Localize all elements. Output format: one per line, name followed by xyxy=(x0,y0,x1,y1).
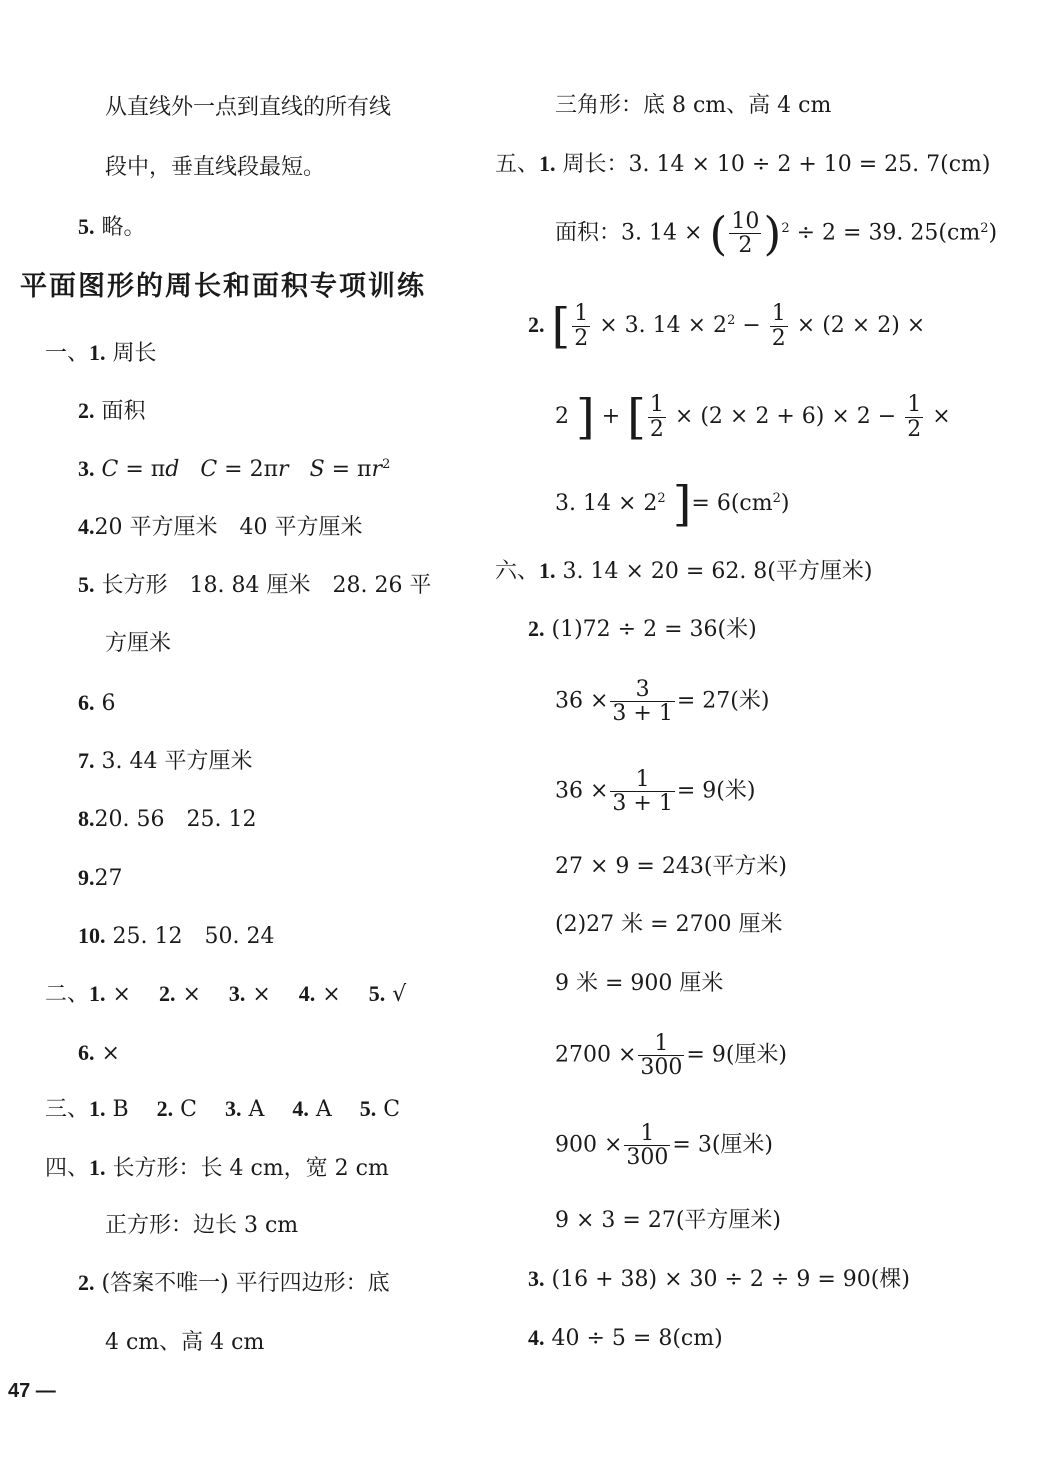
section-6-item-2-step: 2700 × $\frac{1}{300}$ = 9(厘米) xyxy=(555,1031,788,1081)
section-5-item-2-line-2: 2 ] + [ $\frac{1}{2}$ × (2 × 2 + 6) × 2 − $\frac{1}{2}$ × xyxy=(555,389,951,445)
section-5-item-1: 五、1. 周长：3. 14 × 10 ÷ 2 + 10 = 25. 7(cm) xyxy=(495,151,991,177)
section-6-item-1: 六、1. 3. 14 × 20 = 62. 8(平方厘米) xyxy=(495,558,873,584)
section-6-item-2-step: 9 × 3 = 27(平方厘米) xyxy=(555,1208,781,1233)
section-1-item-9: 9.27 xyxy=(78,865,123,891)
section-6-item-2-step: 36 × $\frac{3}{3 + 1}$ = 27(米) xyxy=(555,677,770,727)
section-4-item-2-cont: 4 cm、高 4 cm xyxy=(105,1330,265,1355)
section-1-item-10: 10. 25. 12 50. 24 xyxy=(78,923,275,949)
section-2-item-6: 6. × xyxy=(78,1040,120,1066)
section-6-item-3: 3. (16 + 38) × 30 ÷ 2 ÷ 9 = 90(棵) xyxy=(528,1266,910,1292)
fraction: $\frac{3}{3 + 1}$ xyxy=(612,677,673,727)
section-4-item-1-cont: 正方形：边长 3 cm xyxy=(105,1213,299,1238)
section-1-item-7: 7. 3. 44 平方厘米 xyxy=(78,748,253,774)
section-6-item-2: 2. (1)72 ÷ 2 = 36(米) xyxy=(528,616,757,642)
page-number: 47 — xyxy=(8,1380,56,1402)
section-6-item-2-step: 900 × $\frac{1}{300}$ = 3(厘米) xyxy=(555,1121,774,1171)
answer-text-line: 从直线外一点到直线的所有线 xyxy=(105,95,392,120)
section-6-item-2-step: 9 米 = 900 厘米 xyxy=(555,971,724,996)
section-6-item-2-step: 36 × $\frac{1}{3 + 1}$ = 9(米) xyxy=(555,767,756,817)
section-1-item-5-cont: 方厘米 xyxy=(105,631,172,656)
section-1-item-8: 8.20. 56 25. 12 xyxy=(78,806,257,832)
section-6-item-4: 4. 40 ÷ 5 = 8(cm) xyxy=(528,1325,723,1351)
fraction: $\frac{1}{2}$ xyxy=(907,392,922,442)
fraction: $\frac{1}{3 + 1}$ xyxy=(612,767,673,817)
answer-text-line: 段中，垂直线段最短。 xyxy=(105,155,326,180)
section-6-item-2-step: (2)27 米 = 2700 厘米 xyxy=(555,912,783,937)
section-1-item-2: 2. 面积 xyxy=(78,398,146,424)
section-6-item-2-step: 27 × 9 = 243(平方米) xyxy=(555,854,787,879)
section-heading: 平面图形的周长和面积专项训练 xyxy=(20,271,426,302)
fraction: $\frac{10}{2}$ xyxy=(731,209,760,259)
section-5-item-2-line-1: 2. [ $\frac{1}{2}$ × 3. $14 \times 2^2$ − $\frac{1}{2}$ × (2 × 2) × xyxy=(528,298,926,354)
section-1-item-4: 4.20 平方厘米 40 平方厘米 xyxy=(78,514,363,540)
fraction: $\frac{1}{300}$ xyxy=(640,1031,683,1081)
section-2-answers: 二、1. × 2. × 3. × 4. × 5. √ xyxy=(45,981,407,1007)
section-4-item-1: 四、1. 长方形：长 4 cm，宽 2 cm xyxy=(45,1155,389,1181)
section-1-item-3: 3. C = πd C = 2πr $S = \pi r^2$ xyxy=(78,456,391,482)
section-4-item-2: 2. (答案不唯一) 平行四边形：底 xyxy=(78,1270,390,1296)
section-3-answers: 三、1. B 2. C 3. A 4. A 5. C xyxy=(45,1096,401,1122)
answer-item-5: 5. 略。 xyxy=(78,214,146,240)
section-1-item-6: 6. 6 xyxy=(78,690,116,716)
answer-text-line: 三角形：底 8 cm、高 4 cm xyxy=(555,93,832,118)
section-1-item-1: 一、1. 周长 xyxy=(45,340,157,366)
fraction: $\frac{1}{2}$ xyxy=(771,301,786,351)
fraction: $\frac{1}{2}$ xyxy=(649,392,664,442)
section-1-item-5: 5. 长方形 18. 84 厘米 28. 26 平 xyxy=(78,572,432,598)
fraction: $\frac{1}{2}$ xyxy=(574,301,589,351)
section-5-item-1-area: 面积：3. 14 × ( $\frac{10}{2}$ )$^2$ ÷ 2 = 39. $25(cm^2)$ xyxy=(555,206,998,261)
section-5-item-2-line-3: 3. $14 \times 2^2$ ]= $6(cm^2)$ xyxy=(555,476,790,532)
fraction: $\frac{1}{300}$ xyxy=(626,1121,669,1171)
